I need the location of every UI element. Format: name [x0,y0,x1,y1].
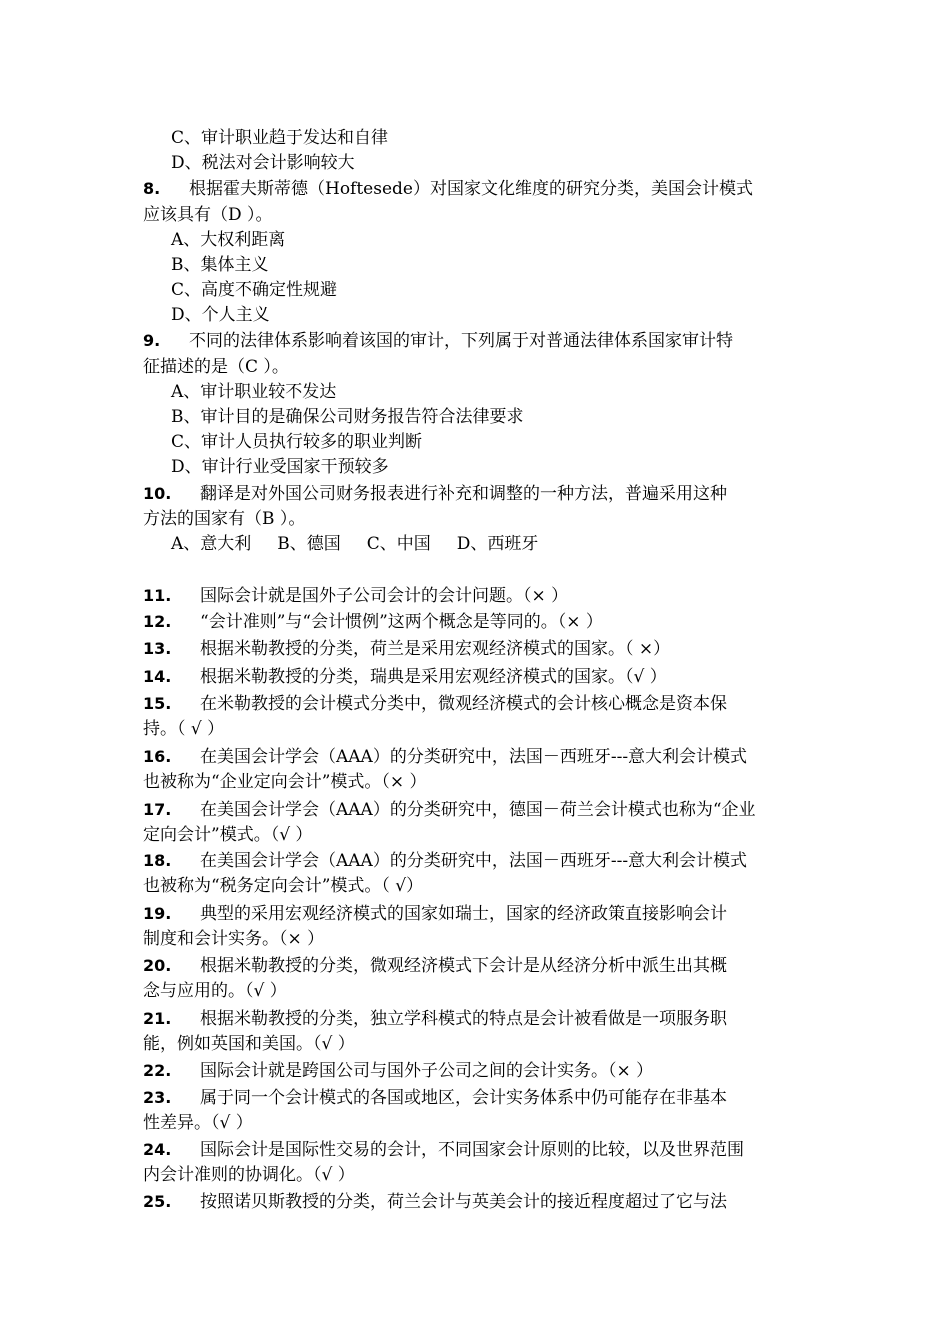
question-text-cont: 性差异。（√ ） [143,1113,253,1133]
question-text: 属于同一个会计模式的各国或地区，会计实务体系中仍可能存在非基本 [200,1088,727,1108]
question-number: 8. [143,179,161,198]
q7-option-c: C、审计职业趋于发达和自律 [171,128,389,148]
question-text: 根据霍夫斯蒂德（Hoftesede）对国家文化维度的研究分类，美国会计模式 [189,179,753,199]
q10-stem [143,483,727,505]
q9-option-b: B、审计目的是确保公司财务报告符合法律要求 [171,407,524,427]
question-text: 在美国会计学会（AAA）的分类研究中，法国－西班牙---意大利会计模式 [200,851,748,871]
judge-item [143,1060,653,1082]
question-number: 14. [143,667,172,686]
judge-item [143,903,727,925]
q7-option-d: D、税法对会计影响较大 [171,153,355,173]
q9-option-c: C、审计人员执行较多的职业判断 [171,432,423,452]
judge-item [143,1139,744,1161]
question-text: 国际会计就是跨国公司与国外子公司之间的会计实务。（× ） [200,1061,654,1081]
question-text-cont: 内会计准则的协调化。（√ ） [143,1165,355,1185]
judge-item [143,638,670,660]
q8-option-c: C、高度不确定性规避 [171,280,338,300]
q10-stem-cont: 方法的国家有（B ）。 [143,509,306,529]
question-text: 翻译是对外国公司财务报表进行补充和调整的一种方法，普遍采用这种 [200,484,727,504]
q8-stem-cont: 应该具有（D ）。 [143,205,273,225]
question-text: 根据米勒教授的分类，荷兰是采用宏观经济模式的国家。（ ×） [200,639,671,659]
q10-option-a: A、意大利 [171,534,252,554]
question-text: 在美国会计学会（AAA）的分类研究中，德国－荷兰会计模式也称为“企业 [200,800,756,820]
q9-option-a: A、审计职业较不发达 [171,382,337,402]
question-text-cont: 制度和会计实务。（× ） [143,929,325,949]
question-number: 10. [143,484,172,503]
question-number: 25. [143,1192,172,1211]
judge-item [143,850,747,872]
question-number: 20. [143,956,172,975]
question-number: 19. [143,904,172,923]
question-number: 15. [143,694,172,713]
q10-option-d: D、西班牙 [456,534,539,554]
question-number: 12. [143,612,172,631]
judge-item [143,666,667,688]
question-text: 根据米勒教授的分类，瑞典是采用宏观经济模式的国家。（√ ） [200,667,667,687]
question-text-cont: 定向会计”模式。（√ ） [143,825,313,845]
judge-item [143,746,747,768]
question-number: 22. [143,1061,172,1080]
question-text-cont: 念与应用的。（√ ） [143,981,287,1001]
q8-stem [143,178,753,200]
question-text: 根据米勒教授的分类，独立学科模式的特点是会计被看做是一项服务职 [200,1009,727,1029]
judge-item [143,1008,727,1030]
question-text-cont: 能，例如英国和美国。（√ ） [143,1034,355,1054]
q10-option-b: B、德国 [277,534,341,554]
question-text: “会计准则”与“会计惯例”这两个概念是等同的。（× ） [200,612,603,632]
question-number: 23. [143,1088,172,1107]
question-number: 21. [143,1009,172,1028]
question-number: 24. [143,1140,172,1159]
question-number: 18. [143,851,172,870]
judge-item [143,1087,727,1109]
question-number: 17. [143,800,172,819]
question-text-cont: 也被称为“企业定向会计”模式。（× ） [143,772,427,792]
question-text-cont: 持。（ √ ） [143,719,225,739]
q8-option-d: D、个人主义 [171,305,270,325]
question-number: 11. [143,586,172,605]
question-text: 根据米勒教授的分类，微观经济模式下会计是从经济分析中派生出其概 [200,956,727,976]
question-number: 16. [143,747,172,766]
q8-option-a: A、大权利距离 [171,230,286,250]
question-text: 在米勒教授的会计模式分类中，微观经济模式的会计核心概念是资本保 [200,694,727,714]
question-text: 不同的法律体系影响着该国的审计，下列属于对普通法律体系国家审计特 [189,331,733,351]
q10-option-c: C、中国 [366,534,431,554]
q9-stem-cont: 征描述的是（C ）。 [143,357,289,377]
q8-option-b: B、集体主义 [171,255,269,275]
question-text: 国际会计就是国外子公司会计的会计问题。（× ） [200,586,569,606]
judge-item [143,1191,727,1213]
question-number: 9. [143,331,161,350]
judge-item [143,585,568,607]
q9-stem [143,330,733,352]
question-text: 典型的采用宏观经济模式的国家如瑞士，国家的经济政策直接影响会计 [200,904,727,924]
judge-item [143,693,727,715]
judge-item [143,611,603,633]
question-text: 在美国会计学会（AAA）的分类研究中，法国－西班牙---意大利会计模式 [200,747,748,767]
q10-options [171,533,564,555]
question-text: 按照诺贝斯教授的分类，荷兰会计与英美会计的接近程度超过了它与法 [200,1192,727,1212]
judge-item [143,799,756,821]
question-text-cont: 也被称为“税务定向会计”模式。（ √） [143,876,424,896]
question-text: 国际会计是国际性交易的会计，不同国家会计原则的比较，以及世界范围 [200,1140,744,1160]
question-number: 13. [143,639,172,658]
judge-item [143,955,727,977]
q9-option-d: D、审计行业受国家干预较多 [171,457,389,477]
